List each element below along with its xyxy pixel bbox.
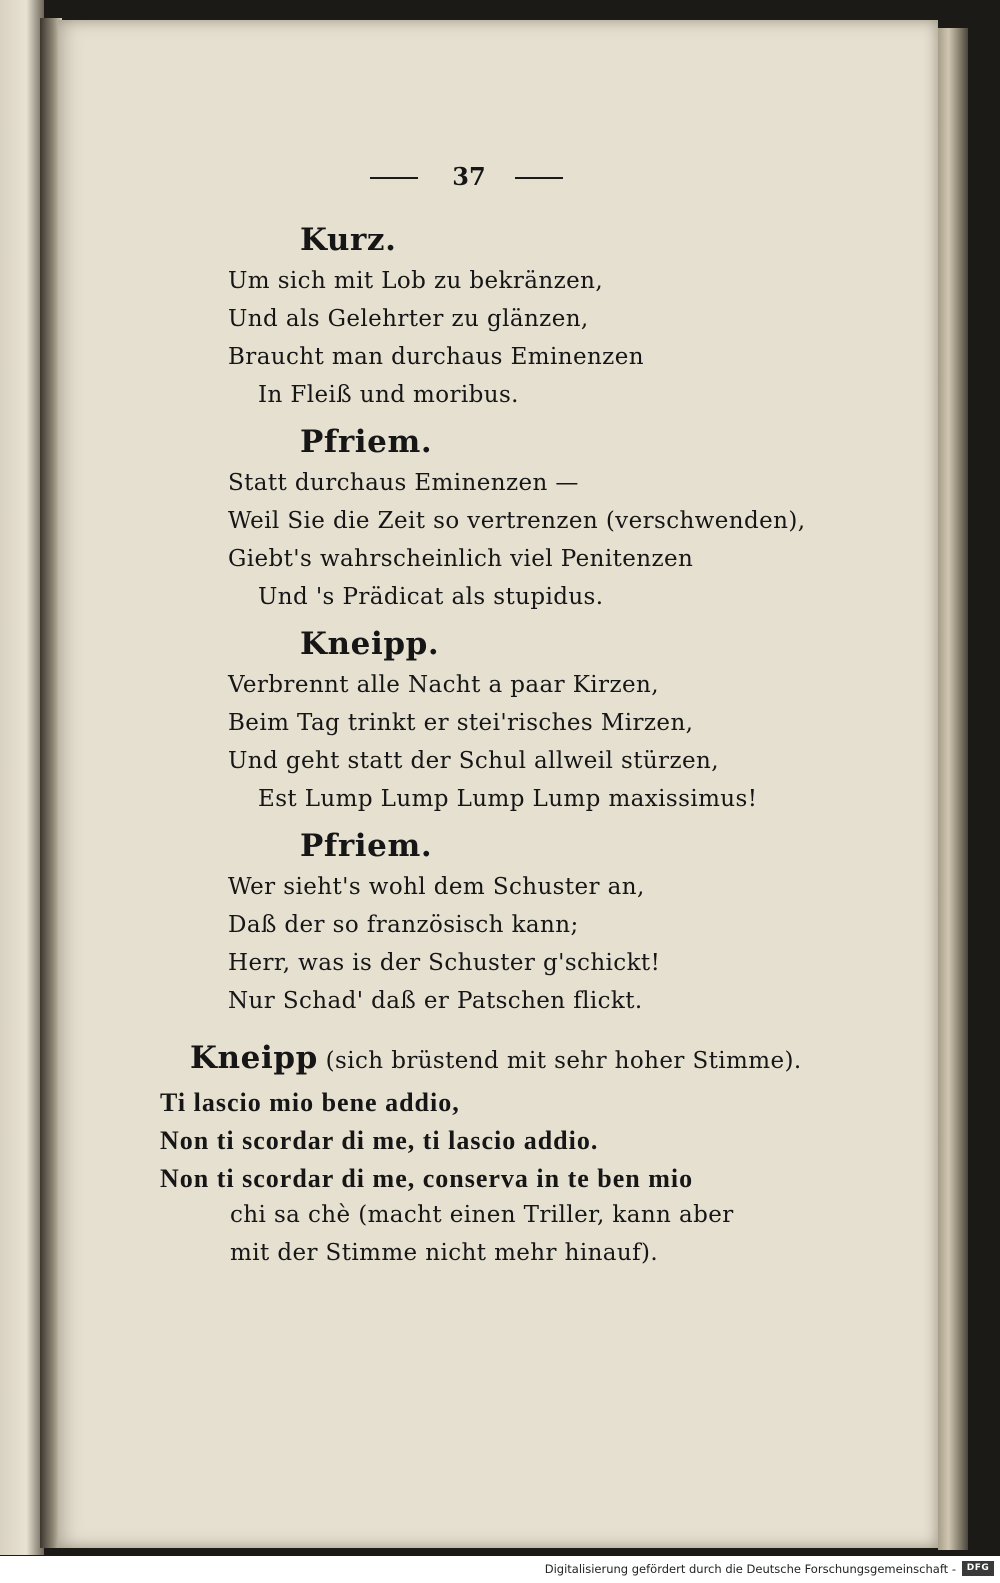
verse-line: Nur Schad' daß er Patschen flickt. <box>228 988 643 1014</box>
aria-line: Ti lascio mio bene addio, <box>160 1088 460 1117</box>
verse-line: Daß der so französisch kann; <box>228 912 579 938</box>
verse-line: Und 's Prädicat als stupidus. <box>258 584 604 610</box>
digitization-footer <box>0 1556 1000 1583</box>
verse-line: In Fleiß und moribus. <box>258 382 519 408</box>
verse-line: Verbrennt alle Nacht a paar Kirzen, <box>228 672 659 698</box>
verse-line: Braucht man durchaus Eminenzen <box>228 344 644 370</box>
page-stack-edge <box>938 28 968 1550</box>
speaker-name: Kneipp. <box>300 626 440 662</box>
speaker-name: Pfriem. <box>300 424 433 460</box>
dfg-logo: DFG <box>962 1561 994 1576</box>
verse-line: Wer sieht's wohl dem Schuster an, <box>228 874 645 900</box>
stage-direction-line <box>190 1040 802 1076</box>
aria-line: Non ti scordar di me, conserva in te ben mio <box>160 1164 694 1193</box>
book-page <box>58 20 938 1548</box>
verse-line: Um sich mit Lob zu bekränzen, <box>228 268 604 294</box>
aria-line: chi sa chè (macht einen Triller, kann aber <box>230 1202 734 1228</box>
verse-line: Statt durchaus Eminenzen — <box>228 470 579 496</box>
facing-page-edge <box>0 0 44 1555</box>
verse-line: Est Lump Lump Lump Lump maxissimus! <box>258 786 758 812</box>
speaker-name: Pfriem. <box>300 828 433 864</box>
verse-line: Und geht statt der Schul allweil stürzen, <box>228 748 719 774</box>
verse-line: Giebt's wahrscheinlich viel Penitenzen <box>228 546 694 572</box>
funding-credit: Digitalisierung gefördert durch die Deutsche Forschungsgemeinschaft - <box>544 1562 956 1576</box>
verse-line: Weil Sie die Zeit so vertrenzen (verschwenden), <box>228 508 806 534</box>
header-rule-left <box>370 177 418 179</box>
aria-line: mit der Stimme nicht mehr hinauf). <box>230 1240 659 1266</box>
verse-line: Und als Gelehrter zu glänzen, <box>228 306 589 332</box>
page-header <box>370 162 570 192</box>
speaker-name: Kurz. <box>300 222 397 258</box>
aria-line: Non ti scordar di me, ti lascio addio. <box>160 1126 599 1155</box>
speaker-name: Kneipp <box>190 1040 318 1076</box>
stage-direction: (sich brüstend mit sehr hoher Stimme). <box>325 1048 802 1074</box>
header-rule-right <box>515 177 563 179</box>
verse-line: Herr, was is der Schuster g'schickt! <box>228 950 661 976</box>
verse-line: Beim Tag trinkt er stei'risches Mirzen, <box>228 710 694 736</box>
page-number: 37 <box>452 162 486 191</box>
